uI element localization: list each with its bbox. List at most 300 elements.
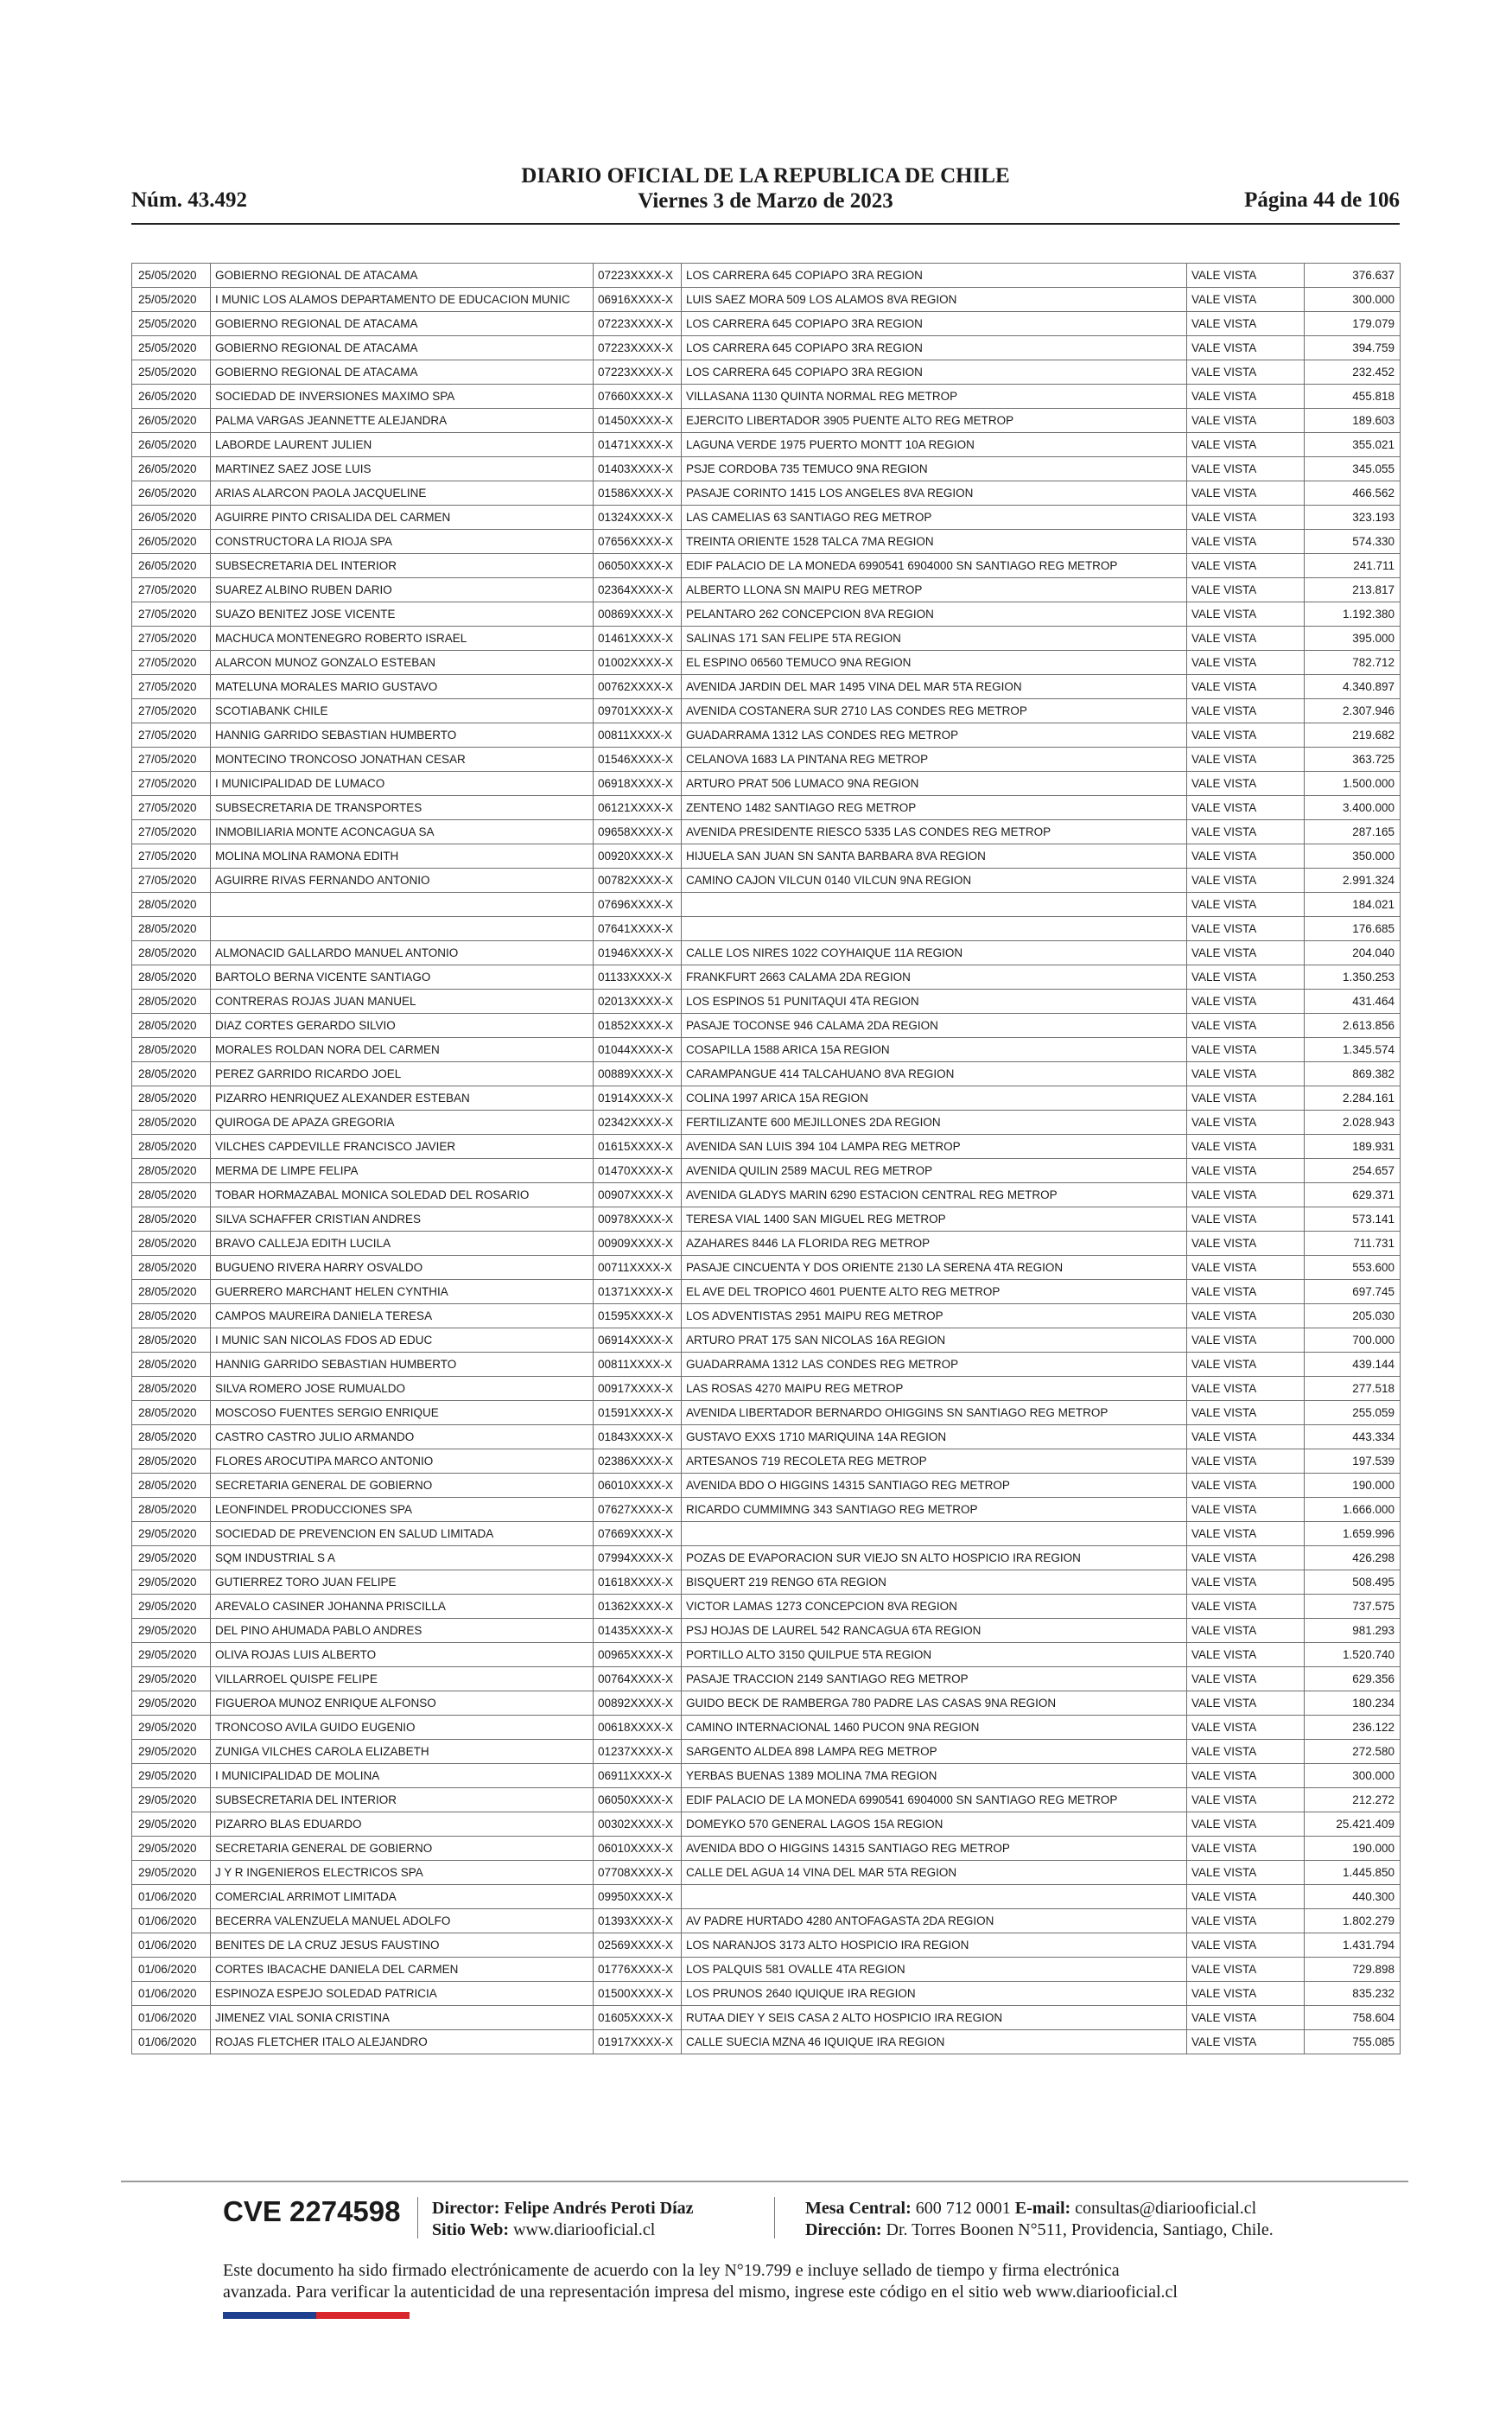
payment-type-cell: VALE VISTA — [1187, 2030, 1305, 2054]
amount-cell: 737.575 — [1305, 1595, 1401, 1619]
address-cell: LUIS SAEZ MORA 509 LOS ALAMOS 8VA REGION — [682, 288, 1187, 312]
beneficiary-cell: CONSTRUCTORA LA RIOJA SPA — [211, 530, 594, 554]
rut-cell: 01615XXXX-X — [594, 1135, 682, 1159]
rut-cell: 01917XXXX-X — [594, 2030, 682, 2054]
address-cell: SARGENTO ALDEA 898 LAMPA REG METROP — [682, 1740, 1187, 1764]
beneficiary-cell: MOSCOSO FUENTES SERGIO ENRIQUE — [211, 1401, 594, 1425]
table-row — [132, 1207, 1401, 1232]
table-row — [132, 820, 1401, 844]
beneficiary-cell: MONTECINO TRONCOSO JONATHAN CESAR — [211, 748, 594, 772]
beneficiary-cell: PALMA VARGAS JEANNETTE ALEJANDRA — [211, 409, 594, 433]
beneficiary-cell: INMOBILIARIA MONTE ACONCAGUA SA — [211, 820, 594, 844]
address-cell: CARAMPANGUE 414 TALCAHUANO 8VA REGION — [682, 1062, 1187, 1086]
beneficiary-cell: VILCHES CAPDEVILLE FRANCISCO JAVIER — [211, 1135, 594, 1159]
beneficiary-cell: SUBSECRETARIA DEL INTERIOR — [211, 1788, 594, 1812]
table-row — [132, 1425, 1401, 1449]
payment-type-cell: VALE VISTA — [1187, 1570, 1305, 1595]
date-cell: 29/05/2020 — [132, 1764, 211, 1788]
payment-type-cell: VALE VISTA — [1187, 1328, 1305, 1353]
payment-type-cell: VALE VISTA — [1187, 1788, 1305, 1812]
address-cell: PASAJE TOCONSE 946 CALAMA 2DA REGION — [682, 1014, 1187, 1038]
date-cell: 25/05/2020 — [132, 312, 211, 336]
beneficiary-cell: SUAZO BENITEZ JOSE VICENTE — [211, 602, 594, 627]
table-row — [132, 1837, 1401, 1861]
rut-cell: 01595XXXX-X — [594, 1304, 682, 1328]
beneficiary-cell: QUIROGA DE APAZA GREGORIA — [211, 1111, 594, 1135]
table-row — [132, 699, 1401, 723]
date-cell: 28/05/2020 — [132, 1014, 211, 1038]
rut-cell: 01362XXXX-X — [594, 1595, 682, 1619]
address-cell: CELANOVA 1683 LA PINTANA REG METROP — [682, 748, 1187, 772]
beneficiary-cell: HANNIG GARRIDO SEBASTIAN HUMBERTO — [211, 1353, 594, 1377]
date-cell: 29/05/2020 — [132, 1716, 211, 1740]
rut-cell: 06916XXXX-X — [594, 288, 682, 312]
rut-cell: 07627XXXX-X — [594, 1498, 682, 1522]
payment-type-cell: VALE VISTA — [1187, 336, 1305, 360]
rut-cell: 01591XXXX-X — [594, 1401, 682, 1425]
rut-cell: 00618XXXX-X — [594, 1716, 682, 1740]
address-cell: LOS CARRERA 645 COPIAPO 3RA REGION — [682, 360, 1187, 385]
address-cell: DOMEYKO 570 GENERAL LAGOS 15A REGION — [682, 1812, 1187, 1837]
table-row — [132, 723, 1401, 748]
rut-cell: 02569XXXX-X — [594, 1933, 682, 1958]
beneficiary-cell: TOBAR HORMAZABAL MONICA SOLEDAD DEL ROSARIO — [211, 1183, 594, 1207]
address-cell: AVENIDA QUILIN 2589 MACUL REG METROP — [682, 1159, 1187, 1183]
rut-cell: 01471XXXX-X — [594, 433, 682, 457]
rut-cell: 01586XXXX-X — [594, 481, 682, 506]
date-cell: 25/05/2020 — [132, 360, 211, 385]
payment-type-cell: VALE VISTA — [1187, 1837, 1305, 1861]
amount-cell: 2.307.946 — [1305, 699, 1401, 723]
table-row — [132, 336, 1401, 360]
payment-type-cell: VALE VISTA — [1187, 312, 1305, 336]
date-cell: 01/06/2020 — [132, 1982, 211, 2006]
payment-type-cell: VALE VISTA — [1187, 1038, 1305, 1062]
table-row — [132, 869, 1401, 893]
beneficiary-cell: SOCIEDAD DE PREVENCION EN SALUD LIMITADA — [211, 1522, 594, 1546]
beneficiary-cell: I MUNICIPALIDAD DE LUMACO — [211, 772, 594, 796]
date-cell: 28/05/2020 — [132, 917, 211, 941]
payment-type-cell: VALE VISTA — [1187, 433, 1305, 457]
date-cell: 01/06/2020 — [132, 1958, 211, 1982]
beneficiary-cell: MOLINA MOLINA RAMONA EDITH — [211, 844, 594, 869]
date-cell: 28/05/2020 — [132, 1062, 211, 1086]
beneficiary-cell: MATELUNA MORALES MARIO GUSTAVO — [211, 675, 594, 699]
rut-cell: 07223XXXX-X — [594, 360, 682, 385]
date-cell: 25/05/2020 — [132, 288, 211, 312]
amount-cell: 700.000 — [1305, 1328, 1401, 1353]
beneficiary-cell: CAMPOS MAUREIRA DANIELA TERESA — [211, 1304, 594, 1328]
payment-type-cell: VALE VISTA — [1187, 1304, 1305, 1328]
table-row — [132, 1135, 1401, 1159]
beneficiary-cell: COMERCIAL ARRIMOT LIMITADA — [211, 1885, 594, 1909]
table-row — [132, 1764, 1401, 1788]
beneficiary-cell: SOCIEDAD DE INVERSIONES MAXIMO SPA — [211, 385, 594, 409]
amount-cell: 323.193 — [1305, 506, 1401, 530]
rut-cell: 01470XXXX-X — [594, 1159, 682, 1183]
date-cell: 28/05/2020 — [132, 1038, 211, 1062]
address-cell: LOS ADVENTISTAS 2951 MAIPU REG METROP — [682, 1304, 1187, 1328]
table-row — [132, 1643, 1401, 1667]
beneficiary-cell: TRONCOSO AVILA GUIDO EUGENIO — [211, 1716, 594, 1740]
address-cell: AVENIDA BDO O HIGGINS 14315 SANTIAGO REG METROP — [682, 1837, 1187, 1861]
payment-type-cell: VALE VISTA — [1187, 1522, 1305, 1546]
amount-cell: 2.028.943 — [1305, 1111, 1401, 1135]
amount-cell: 553.600 — [1305, 1256, 1401, 1280]
table-row — [132, 1086, 1401, 1111]
director-name: Felipe Andrés Peroti Díaz — [504, 2199, 694, 2218]
table-row — [132, 1232, 1401, 1256]
payment-type-cell: VALE VISTA — [1187, 1159, 1305, 1183]
address-cell: LAS CAMELIAS 63 SANTIAGO REG METROP — [682, 506, 1187, 530]
cve-code: CVE 2274598 — [223, 2195, 401, 2227]
beneficiary-cell: PIZARRO BLAS EDUARDO — [211, 1812, 594, 1837]
amount-cell: 1.192.380 — [1305, 602, 1401, 627]
payment-type-cell: VALE VISTA — [1187, 1982, 1305, 2006]
date-cell: 28/05/2020 — [132, 1256, 211, 1280]
amount-cell: 355.021 — [1305, 433, 1401, 457]
beneficiary-cell: BARTOLO BERNA VICENTE SANTIAGO — [211, 965, 594, 990]
table-row — [132, 360, 1401, 385]
date-cell: 27/05/2020 — [132, 869, 211, 893]
table-row — [132, 530, 1401, 554]
publication-title — [131, 163, 1400, 213]
page-header — [131, 160, 1400, 220]
beneficiary-cell — [211, 893, 594, 917]
beneficiary-cell: AGUIRRE PINTO CRISALIDA DEL CARMEN — [211, 506, 594, 530]
beneficiary-cell: J Y R INGENIEROS ELECTRICOS SPA — [211, 1861, 594, 1885]
date-cell: 28/05/2020 — [132, 1474, 211, 1498]
payment-type-cell: VALE VISTA — [1187, 1062, 1305, 1086]
beneficiary-cell: ZUNIGA VILCHES CAROLA ELIZABETH — [211, 1740, 594, 1764]
header-divider — [131, 223, 1400, 225]
address-cell: FRANKFURT 2663 CALAMA 2DA REGION — [682, 965, 1187, 990]
payment-type-cell: VALE VISTA — [1187, 1595, 1305, 1619]
amount-cell: 466.562 — [1305, 481, 1401, 506]
table-row — [132, 796, 1401, 820]
amount-cell: 835.232 — [1305, 1982, 1401, 2006]
table-row — [132, 385, 1401, 409]
address-cell: AVENIDA PRESIDENTE RIESCO 5335 LAS CONDES REG METROP — [682, 820, 1187, 844]
address-cell: VICTOR LAMAS 1273 CONCEPCION 8VA REGION — [682, 1595, 1187, 1619]
beneficiary-cell: MORALES ROLDAN NORA DEL CARMEN — [211, 1038, 594, 1062]
payment-type-cell: VALE VISTA — [1187, 1135, 1305, 1159]
date-cell: 01/06/2020 — [132, 2006, 211, 2030]
amount-cell: 981.293 — [1305, 1619, 1401, 1643]
table-row — [132, 748, 1401, 772]
amount-cell: 573.141 — [1305, 1207, 1401, 1232]
address-cell: HIJUELA SAN JUAN SN SANTA BARBARA 8VA REGION — [682, 844, 1187, 869]
table-row — [132, 1740, 1401, 1764]
beneficiary-cell: SQM INDUSTRIAL S A — [211, 1546, 594, 1570]
date-cell: 29/05/2020 — [132, 1740, 211, 1764]
address-cell: GUSTAVO EXXS 1710 MARIQUINA 14A REGION — [682, 1425, 1187, 1449]
amount-cell: 758.604 — [1305, 2006, 1401, 2030]
amount-cell: 711.731 — [1305, 1232, 1401, 1256]
amount-cell: 1.802.279 — [1305, 1909, 1401, 1933]
rut-cell: 00917XXXX-X — [594, 1377, 682, 1401]
rut-cell: 01371XXXX-X — [594, 1280, 682, 1304]
table-row — [132, 1401, 1401, 1425]
payment-type-cell: VALE VISTA — [1187, 554, 1305, 578]
amount-cell: 300.000 — [1305, 288, 1401, 312]
payment-type-cell: VALE VISTA — [1187, 1111, 1305, 1135]
date-cell: 01/06/2020 — [132, 1885, 211, 1909]
address-cell: EDIF PALACIO DE LA MONEDA 6990541 6904000 SN SANTIAGO REG METROP — [682, 554, 1187, 578]
address-cell: LOS CARRERA 645 COPIAPO 3RA REGION — [682, 312, 1187, 336]
email-link[interactable]: consultas@diariooficial.cl — [1075, 2199, 1257, 2218]
address-cell — [682, 893, 1187, 917]
payment-type-cell: VALE VISTA — [1187, 1401, 1305, 1425]
date-cell: 28/05/2020 — [132, 1377, 211, 1401]
contact-block — [805, 2198, 1274, 2241]
date-cell: 27/05/2020 — [132, 651, 211, 675]
address-cell: AZAHARES 8446 LA FLORIDA REG METROP — [682, 1232, 1187, 1256]
address-cell: GUADARRAMA 1312 LAS CONDES REG METROP — [682, 1353, 1187, 1377]
flag-stripe — [223, 2308, 410, 2315]
address-cell: RUTAA DIEY Y SEIS CASA 2 ALTO HOSPICIO IRA REGION — [682, 2006, 1187, 2030]
address-cell: AVENIDA COSTANERA SUR 2710 LAS CONDES REG METROP — [682, 699, 1187, 723]
table-row — [132, 1788, 1401, 1812]
address-cell: ARTURO PRAT 506 LUMACO 9NA REGION — [682, 772, 1187, 796]
amount-cell: 1.445.850 — [1305, 1861, 1401, 1885]
beneficiary-cell: FLORES AROCUTIPA MARCO ANTONIO — [211, 1449, 594, 1474]
amount-cell: 363.725 — [1305, 748, 1401, 772]
table-row — [132, 1546, 1401, 1570]
payment-type-cell: VALE VISTA — [1187, 1716, 1305, 1740]
beneficiary-cell: SUBSECRETARIA DE TRANSPORTES — [211, 796, 594, 820]
table-row — [132, 506, 1401, 530]
rut-cell: 07696XXXX-X — [594, 893, 682, 917]
table-row — [132, 1619, 1401, 1643]
rut-cell: 01002XXXX-X — [594, 651, 682, 675]
table-row — [132, 1498, 1401, 1522]
payment-type-cell: VALE VISTA — [1187, 1691, 1305, 1716]
table-row — [132, 627, 1401, 651]
address-label: Dirección: — [805, 2220, 882, 2239]
address-cell: CALLE LOS NIRES 1022 COYHAIQUE 11A REGION — [682, 941, 1187, 965]
payment-type-cell: VALE VISTA — [1187, 1498, 1305, 1522]
footer-divider — [121, 2181, 1408, 2182]
table-row — [132, 1522, 1401, 1546]
table-row — [132, 312, 1401, 336]
address-cell: ARTESANOS 719 RECOLETA REG METROP — [682, 1449, 1187, 1474]
beneficiary-cell: OLIVA ROJAS LUIS ALBERTO — [211, 1643, 594, 1667]
beneficiary-cell: CONTRERAS ROJAS JUAN MANUEL — [211, 990, 594, 1014]
address-cell: AVENIDA SAN LUIS 394 104 LAMPA REG METROP — [682, 1135, 1187, 1159]
amount-cell: 189.603 — [1305, 409, 1401, 433]
table-row — [132, 1449, 1401, 1474]
table-row — [132, 1570, 1401, 1595]
beneficiary-cell: I MUNIC SAN NICOLAS FDOS AD EDUC — [211, 1328, 594, 1353]
date-cell: 28/05/2020 — [132, 1135, 211, 1159]
table-row — [132, 1328, 1401, 1353]
table-row — [132, 1377, 1401, 1401]
notice-line: Este documento ha sido firmado electrónicamente de acuerdo con la ley N°19.799 e incluye sellado de tiempo y firma electrónica — [223, 2261, 1120, 2280]
date-cell: 29/05/2020 — [132, 1837, 211, 1861]
beneficiary-cell: SECRETARIA GENERAL DE GOBIERNO — [211, 1837, 594, 1861]
payment-type-cell: VALE VISTA — [1187, 1812, 1305, 1837]
rut-cell: 00909XXXX-X — [594, 1232, 682, 1256]
amount-cell: 205.030 — [1305, 1304, 1401, 1328]
date-cell: 27/05/2020 — [132, 748, 211, 772]
address-cell: TREINTA ORIENTE 1528 TALCA 7MA REGION — [682, 530, 1187, 554]
address-cell — [682, 1885, 1187, 1909]
address-value: Dr. Torres Boonen N°511, Providencia, Santiago, Chile. — [886, 2220, 1274, 2239]
date-cell: 29/05/2020 — [132, 1595, 211, 1619]
date-cell: 01/06/2020 — [132, 1909, 211, 1933]
payment-type-cell: VALE VISTA — [1187, 1232, 1305, 1256]
rut-cell: 00811XXXX-X — [594, 1353, 682, 1377]
rut-cell: 01546XXXX-X — [594, 748, 682, 772]
table-row — [132, 1861, 1401, 1885]
amount-cell: 184.021 — [1305, 893, 1401, 917]
rut-cell: 01133XXXX-X — [594, 965, 682, 990]
date-cell: 27/05/2020 — [132, 796, 211, 820]
beneficiary-cell: GOBIERNO REGIONAL DE ATACAMA — [211, 264, 594, 288]
address-cell: LOS PRUNOS 2640 IQUIQUE IRA REGION — [682, 1982, 1187, 2006]
amount-cell: 426.298 — [1305, 1546, 1401, 1570]
table-row — [132, 602, 1401, 627]
beneficiary-cell: AGUIRRE RIVAS FERNANDO ANTONIO — [211, 869, 594, 893]
date-cell: 28/05/2020 — [132, 941, 211, 965]
table-row — [132, 651, 1401, 675]
beneficiary-cell: LABORDE LAURENT JULIEN — [211, 433, 594, 457]
address-cell: PSJ HOJAS DE LAUREL 542 RANCAGUA 6TA REGION — [682, 1619, 1187, 1643]
payment-type-cell: VALE VISTA — [1187, 1667, 1305, 1691]
address-cell: COLINA 1997 ARICA 15A REGION — [682, 1086, 1187, 1111]
flag-blue — [223, 2312, 316, 2319]
rut-cell: 00869XXXX-X — [594, 602, 682, 627]
address-cell: POZAS DE EVAPORACION SUR VIEJO SN ALTO HOSPICIO IRA REGION — [682, 1546, 1187, 1570]
beneficiary-cell: BRAVO CALLEJA EDITH LUCILA — [211, 1232, 594, 1256]
amount-cell: 574.330 — [1305, 530, 1401, 554]
table-row — [132, 1667, 1401, 1691]
beneficiary-cell: GOBIERNO REGIONAL DE ATACAMA — [211, 312, 594, 336]
address-cell — [682, 1522, 1187, 1546]
address-cell: GUIDO BECK DE RAMBERGA 780 PADRE LAS CASAS 9NA REGION — [682, 1691, 1187, 1716]
address-cell: CALLE SUECIA MZNA 46 IQUIQUE IRA REGION — [682, 2030, 1187, 2054]
table-row — [132, 675, 1401, 699]
address-cell: ALBERTO LLONA SN MAIPU REG METROP — [682, 578, 1187, 602]
payment-type-cell: VALE VISTA — [1187, 1353, 1305, 1377]
address-cell: COSAPILLA 1588 ARICA 15A REGION — [682, 1038, 1187, 1062]
rut-cell: 07223XXXX-X — [594, 336, 682, 360]
date-cell: 29/05/2020 — [132, 1861, 211, 1885]
amount-cell: 255.059 — [1305, 1401, 1401, 1425]
address-cell: CALLE DEL AGUA 14 VINA DEL MAR 5TA REGION — [682, 1861, 1187, 1885]
payment-type-cell: VALE VISTA — [1187, 409, 1305, 433]
amount-cell: 2.284.161 — [1305, 1086, 1401, 1111]
rut-cell: 00302XXXX-X — [594, 1812, 682, 1837]
table-row — [132, 990, 1401, 1014]
beneficiary-cell: SUAREZ ALBINO RUBEN DARIO — [211, 578, 594, 602]
payment-type-cell: VALE VISTA — [1187, 941, 1305, 965]
date-cell: 27/05/2020 — [132, 675, 211, 699]
table-row — [132, 481, 1401, 506]
date-cell: 27/05/2020 — [132, 723, 211, 748]
rut-cell: 00907XXXX-X — [594, 1183, 682, 1207]
table-row — [132, 1038, 1401, 1062]
payment-type-cell: VALE VISTA — [1187, 1086, 1305, 1111]
amount-cell: 1.345.574 — [1305, 1038, 1401, 1062]
rut-cell: 07660XXXX-X — [594, 385, 682, 409]
payment-type-cell: VALE VISTA — [1187, 1280, 1305, 1304]
amount-cell: 782.712 — [1305, 651, 1401, 675]
rut-cell: 01044XXXX-X — [594, 1038, 682, 1062]
amount-cell: 190.000 — [1305, 1474, 1401, 1498]
rut-cell: 01852XXXX-X — [594, 1014, 682, 1038]
amount-cell: 3.400.000 — [1305, 796, 1401, 820]
beneficiary-cell: AREVALO CASINER JOHANNA PRISCILLA — [211, 1595, 594, 1619]
beneficiary-cell: CASTRO CASTRO JULIO ARMANDO — [211, 1425, 594, 1449]
amount-cell: 179.079 — [1305, 312, 1401, 336]
payment-type-cell: VALE VISTA — [1187, 844, 1305, 869]
amount-cell: 1.350.253 — [1305, 965, 1401, 990]
table-row — [132, 772, 1401, 796]
rut-cell: 00811XXXX-X — [594, 723, 682, 748]
address-cell: LOS CARRERA 645 COPIAPO 3RA REGION — [682, 264, 1187, 288]
table-row — [132, 1304, 1401, 1328]
payment-type-cell: VALE VISTA — [1187, 385, 1305, 409]
table-row — [132, 457, 1401, 481]
payment-type-cell: VALE VISTA — [1187, 651, 1305, 675]
address-cell: EJERCITO LIBERTADOR 3905 PUENTE ALTO REG METROP — [682, 409, 1187, 433]
beneficiary-cell: CORTES IBACACHE DANIELA DEL CARMEN — [211, 1958, 594, 1982]
rut-cell: 06010XXXX-X — [594, 1474, 682, 1498]
rut-cell: 01393XXXX-X — [594, 1909, 682, 1933]
rut-cell: 09701XXXX-X — [594, 699, 682, 723]
payment-type-cell: VALE VISTA — [1187, 723, 1305, 748]
payment-type-cell: VALE VISTA — [1187, 1740, 1305, 1764]
address-cell: PELANTARO 262 CONCEPCION 8VA REGION — [682, 602, 1187, 627]
date-cell: 01/06/2020 — [132, 2030, 211, 2054]
payment-type-cell: VALE VISTA — [1187, 1256, 1305, 1280]
rut-cell: 02342XXXX-X — [594, 1111, 682, 1135]
date-cell: 29/05/2020 — [132, 1546, 211, 1570]
address-cell: GUADARRAMA 1312 LAS CONDES REG METROP — [682, 723, 1187, 748]
date-cell: 27/05/2020 — [132, 772, 211, 796]
beneficiary-cell: I MUNICIPALIDAD DE MOLINA — [211, 1764, 594, 1788]
date-cell: 26/05/2020 — [132, 530, 211, 554]
amount-cell: 345.055 — [1305, 457, 1401, 481]
rut-cell: 00764XXXX-X — [594, 1667, 682, 1691]
beneficiary-cell: PEREZ GARRIDO RICARDO JOEL — [211, 1062, 594, 1086]
amount-cell: 629.371 — [1305, 1183, 1401, 1207]
address-cell: PORTILLO ALTO 3150 QUILPUE 5TA REGION — [682, 1643, 1187, 1667]
rut-cell: 01946XXXX-X — [594, 941, 682, 965]
payment-type-cell: VALE VISTA — [1187, 457, 1305, 481]
table-row — [132, 1595, 1401, 1619]
payment-type-cell: VALE VISTA — [1187, 627, 1305, 651]
amount-cell: 213.817 — [1305, 578, 1401, 602]
amount-cell: 180.234 — [1305, 1691, 1401, 1716]
table-row — [132, 1353, 1401, 1377]
rut-cell: 06914XXXX-X — [594, 1328, 682, 1353]
date-cell: 29/05/2020 — [132, 1812, 211, 1837]
page-number: Página 44 de 106 — [1244, 188, 1400, 212]
payment-type-cell: VALE VISTA — [1187, 1183, 1305, 1207]
payment-type-cell: VALE VISTA — [1187, 1449, 1305, 1474]
web-link[interactable]: www.diariooficial.cl — [513, 2220, 656, 2239]
footer-separator — [774, 2197, 775, 2238]
rut-cell: 01776XXXX-X — [594, 1958, 682, 1982]
amount-cell: 439.144 — [1305, 1353, 1401, 1377]
rut-cell: 06121XXXX-X — [594, 796, 682, 820]
amount-cell: 236.122 — [1305, 1716, 1401, 1740]
beneficiary-cell: BUGUENO RIVERA HARRY OSVALDO — [211, 1256, 594, 1280]
amount-cell: 190.000 — [1305, 1837, 1401, 1861]
